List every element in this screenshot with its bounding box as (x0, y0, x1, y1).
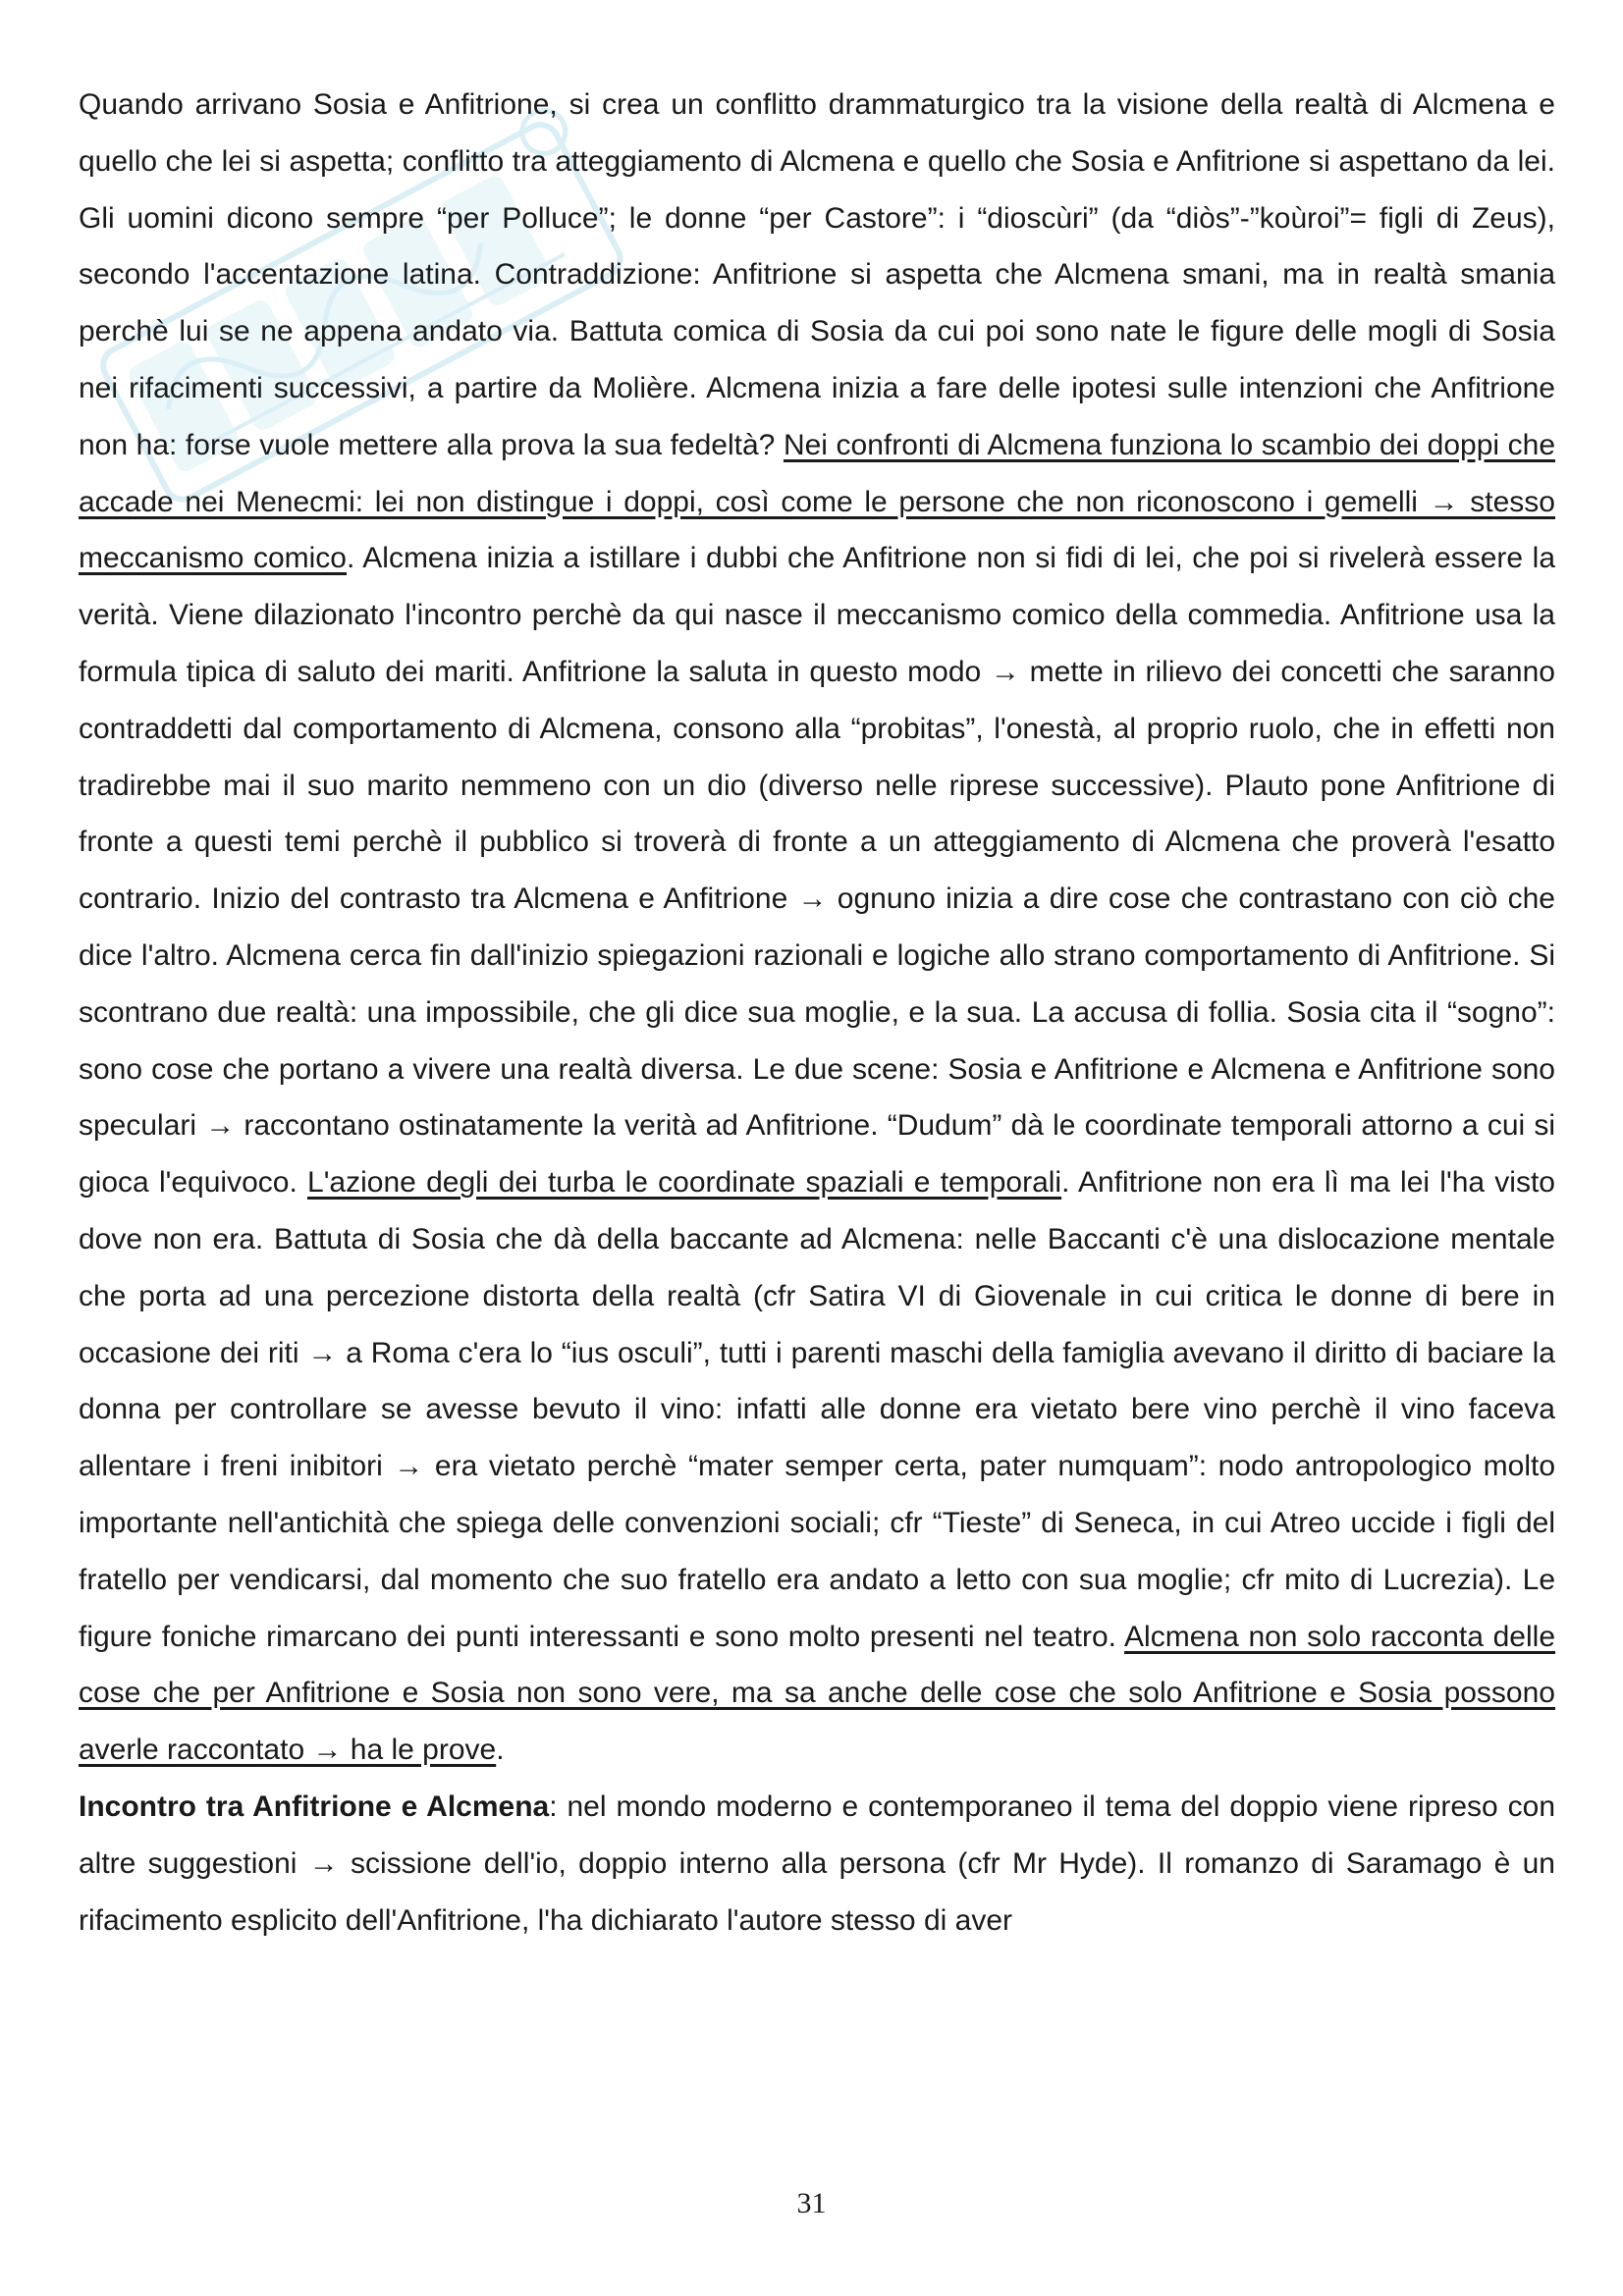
text-segment: . (496, 1734, 505, 1767)
body-text (79, 77, 1555, 1949)
paragraph-incontro (79, 1779, 1555, 1949)
underlined-passage: Nei confronti di Alcmena funziona lo scambio dei doppi che accade nei Menecmi: lei non distingue i doppi, così come le persone che non riconoscono i gemelli → stesso meccanismo comico (79, 428, 1555, 575)
page-number: 31 (796, 2187, 827, 2219)
text-segment: Quando arrivano Sosia e Anfitrione, si crea un conflitto drammaturgico tra la visione della realtà di Alcmena e quello che lei si aspetta; conflitto tra atteggiamento di Alcmena e quello che Sosia e Anfitrione si aspettano da lei. Gli uomini dicono sempre “per Polluce”; le donne “per Castore”: i “dioscùri” (da “diòs”-”koùroi”= figli di Zeus), secondo l'accentazione latina. Contraddizione: Anfitrione si aspetta che Alcmena smani, ma in realtà smania perchè lui se ne appena andato via. Battuta comica di Sosia da cui poi sono nate le figure delle mogli di Sosia nei rifacimenti successivi, a partire da Molière. Alcmena inizia a fare delle ipotesi sulle intenzioni che Anfitrione non ha: forse vuole mettere alla prova la sua fedeltà? (79, 88, 1555, 461)
text-segment: : nel mondo moderno e contemporaneo il tema del doppio viene ripreso con altre suggestioni → scissione dell'io, doppio interno alla persona (cfr Mr Hyde). Il romanzo di Saramago è un rifacimento esplicito dell'Anfitrione, l'ha dichiarato l'autore stesso di aver (79, 1789, 1555, 1937)
underlined-passage: Alcmena non solo racconta delle cose che per Anfitrione e Sosia non sono vere, ma sa anche delle cose che solo Anfitrione e Sosia possono averle raccontato → ha le prove (79, 1620, 1556, 1767)
underlined-passage: L'azione degli dei turba le coordinate spaziali e temporali (307, 1166, 1062, 1200)
text-segment: . Anfitrione non era lì ma lei l'ha visto dove non era. Battuta di Sosia che dà della baccante ad Alcmena: nelle Baccanti c'è una dislocazione mentale che porta ad una percezione distorta della realtà (cfr Satira VI di Giovenale in cui critica le donne di bere in occasione dei riti → a Roma c'era lo “ius osculi”, tutti i parenti maschi della famiglia avevano il diritto di baciare la donna per controllare se avesse bevuto il vino: infatti alle donne era vietato bere vino perchè il vino faceva allentare i freni inibitori → era vietato perchè “mater semper certa, pater numquam”: nodo antropologico molto importante nell'antichità che spiega delle convenzioni sociali; cfr “Tieste” di Seneca, in cui Atreo uccide i figli del fratello per vendicarsi, dal momento che suo fratello era andato a letto con sua moglie; cfr mito di Lucrezia). Le figure foniche rimarcano dei punti interessanti e sono molto presenti nel teatro. (79, 1166, 1555, 1653)
bold-heading: Incontro tra Anfitrione e Alcmena (79, 1789, 550, 1823)
paragraph-main (79, 77, 1555, 1779)
text-segment: . Alcmena inizia a istillare i dubbi che Anfitrione non si fidi di lei, che poi si rivelerà essere la verità. Viene dilazionato l'incontro perchè da qui nasce il meccanismo comico della commedia. Anfitrione usa la formula tipica di saluto dei mariti. Anfitrione la saluta in questo modo → mette in rilievo dei concetti che saranno contraddetti dal comportamento di Alcmena, consono alla “probitas”, l'onestà, al proprio ruolo, che in effetti non tradirebbe mai il suo marito nemmeno con un dio (diverso nelle riprese successive). Plauto pone Anfitrione di fronte a questi temi perchè il pubblico si troverà di fronte a un atteggiamento di Alcmena che proverà l'esatto contrario. Inizio del contrasto tra Alcmena e Anfitrione → ognuno inizia a dire cose che contrastano con ciò che dice l'altro. Alcmena cerca fin dall'inizio spiegazioni razionali e logiche allo strano comportamento di Anfitrione. Si scontrano due realtà: una impossibile, che gli dice sua moglie, e la sua. La accusa di follia. Sosia cita il “sogno”: sono cose che portano a vivere una realtà diversa. Le due scene: Sosia e Anfitrione e Alcmena e Anfitrione sono speculari → raccontano ostinatamente la verità ad Anfitrione. “Dudum” dà le coordinate temporali attorno a cui si gioca l'equivoco. (79, 542, 1556, 1200)
